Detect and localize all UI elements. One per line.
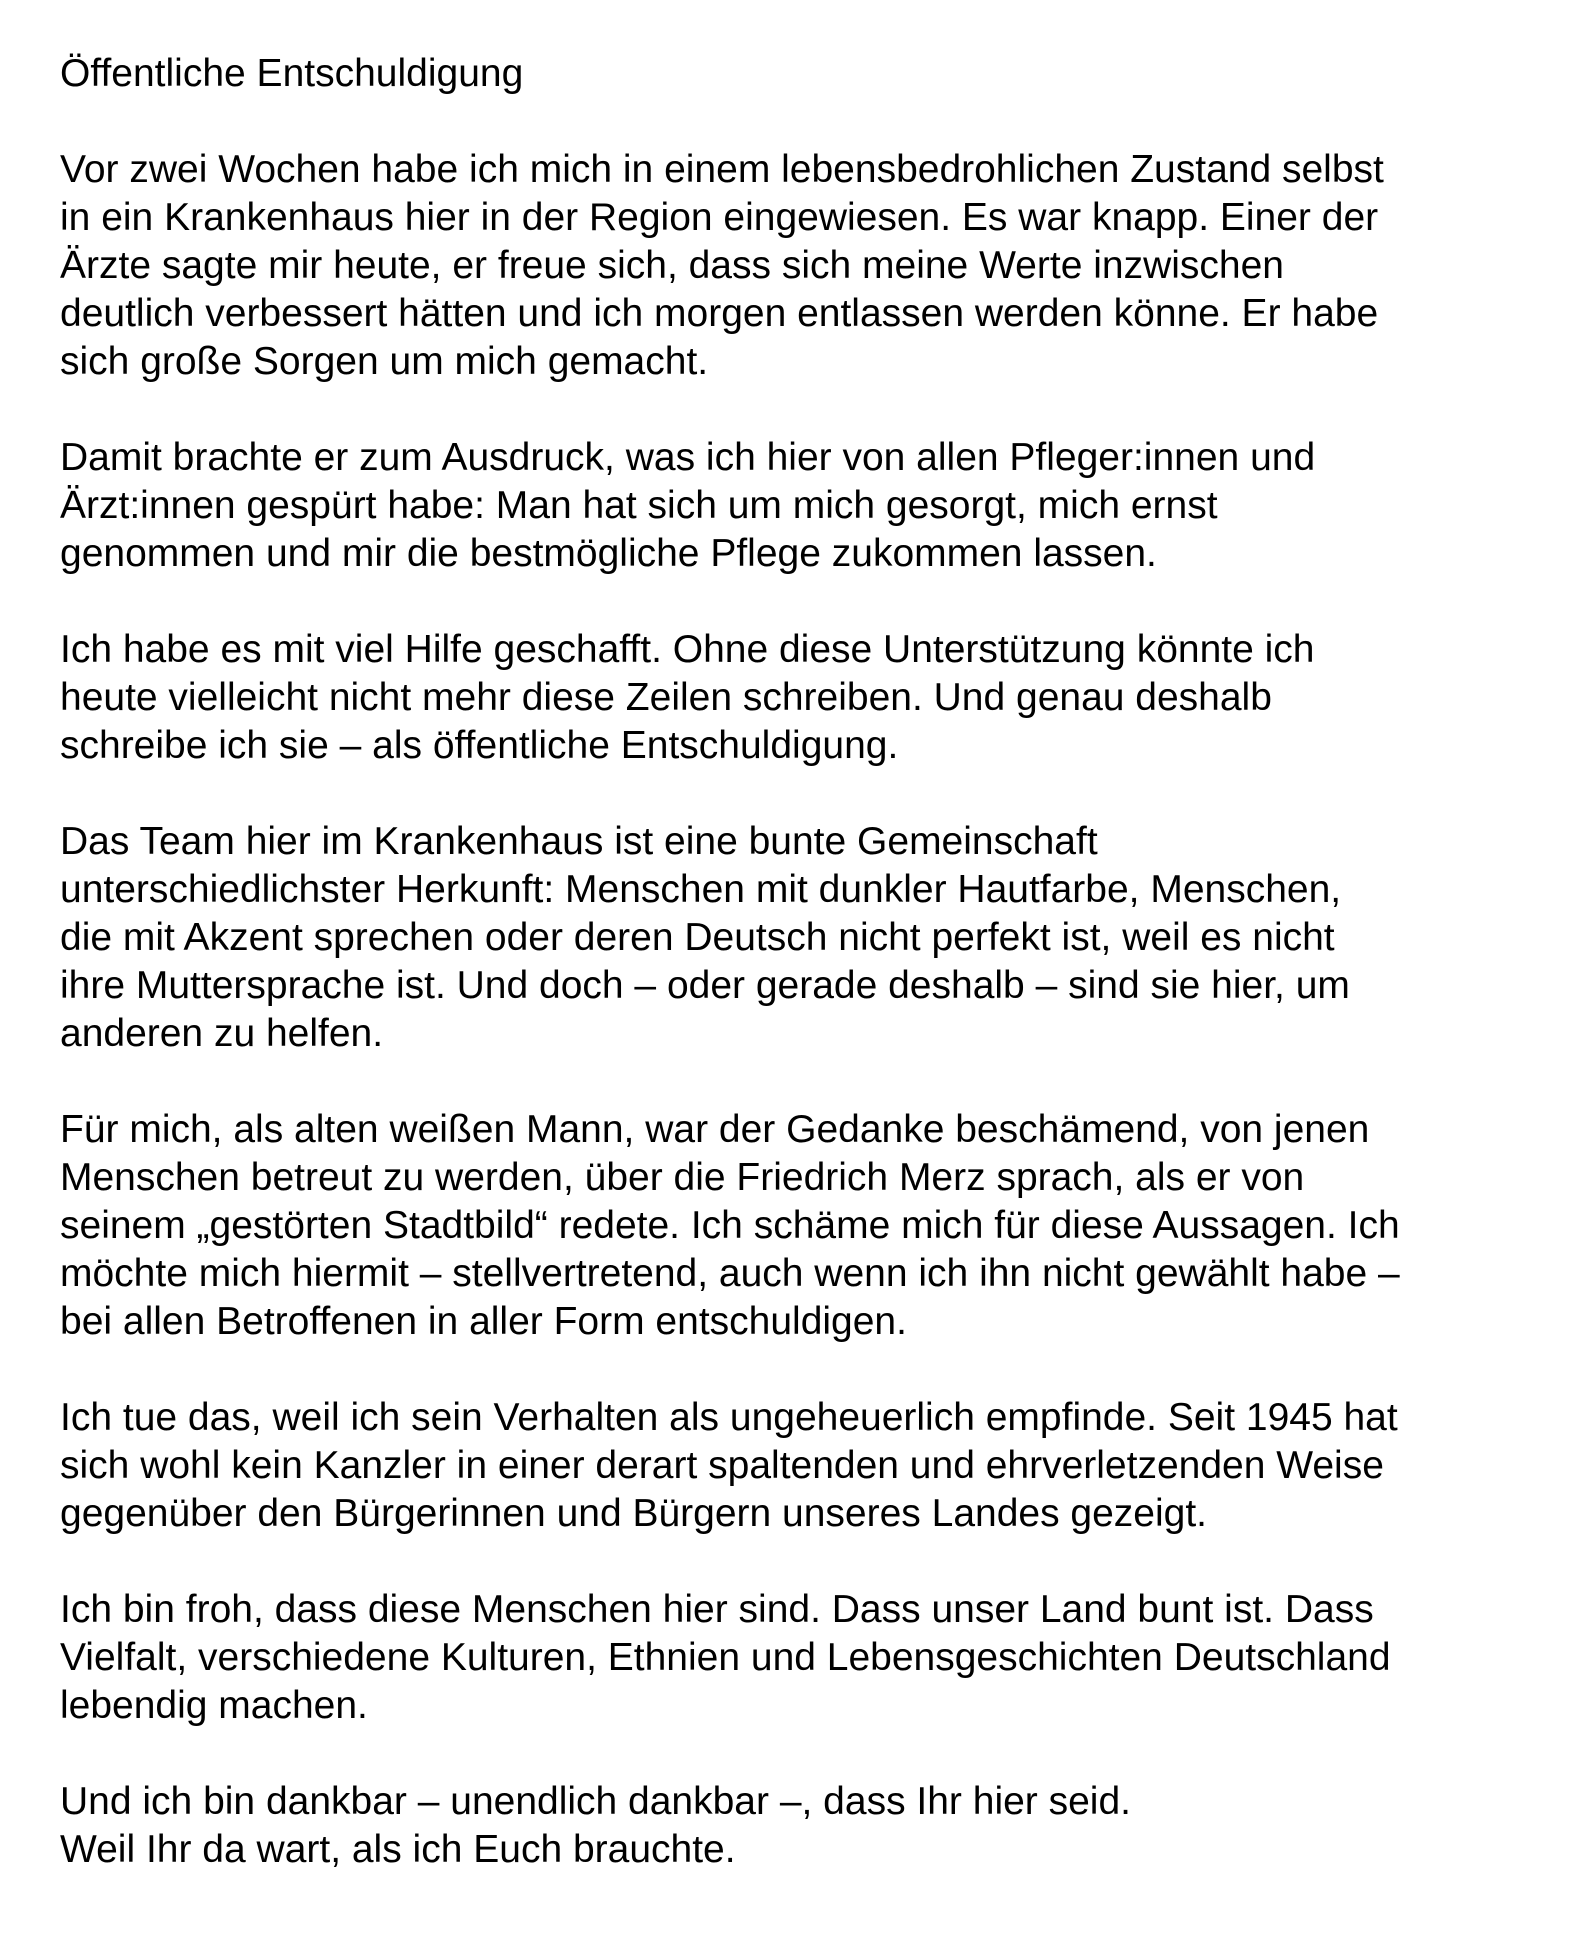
paragraph-7 [60,1586,1560,1730]
text-line: Das Team hier im Krankenhaus ist eine bunte Gemeinschaft [60,820,1098,863]
document-body [60,50,1560,1874]
text-line: Ärzte sagte mir heute, er freue sich, dass sich meine Werte inzwischen [60,244,1284,287]
text-line: möchte mich hiermit – stellvertretend, auch wenn ich ihn nicht gewählt habe – [60,1252,1400,1295]
paragraph-gap [60,1058,1560,1106]
text-line: ihre Muttersprache ist. Und doch – oder gerade deshalb – sind sie hier, um [60,964,1350,1007]
paragraph-gap [60,98,1560,146]
text-line: Und ich bin dankbar – unendlich dankbar –, dass Ihr hier seid. [60,1780,1131,1823]
text-line: lebendig machen. [60,1684,368,1727]
text-line: unterschiedlichster Herkunft: Menschen mit dunkler Hautfarbe, Menschen, [60,868,1342,911]
document-title: Öffentliche Entschuldigung [60,52,524,95]
text-line: Weil Ihr da wart, als ich Euch brauchte. [60,1828,736,1871]
paragraph-gap [60,1538,1560,1586]
text-line: Damit brachte er zum Ausdruck, was ich hier von allen Pfleger:innen und [60,436,1316,479]
paragraph-gap [60,578,1560,626]
text-line: Ich bin froh, dass diese Menschen hier sind. Dass unser Land bunt ist. Dass [60,1588,1374,1631]
text-line: heute vielleicht nicht mehr diese Zeilen schreiben. Und genau deshalb [60,676,1272,719]
paragraph-gap [60,770,1560,818]
text-line: Ich habe es mit viel Hilfe geschafft. Ohne diese Unterstützung könnte ich [60,628,1315,671]
text-line: Ärzt:innen gespürt habe: Man hat sich um mich gesorgt, mich ernst [60,484,1218,527]
text-line: Vor zwei Wochen habe ich mich in einem lebensbedrohlichen Zustand selbst [60,148,1384,191]
paragraph-2 [60,434,1560,578]
text-line: deutlich verbessert hätten und ich morgen entlassen werden könne. Er habe [60,292,1379,335]
paragraph-4 [60,818,1560,1058]
text-line: sich wohl kein Kanzler in einer derart spaltenden und ehrverletzenden Weise [60,1444,1384,1487]
text-line: anderen zu helfen. [60,1012,384,1055]
text-line: gegenüber den Bürgerinnen und Bürgern unseres Landes gezeigt. [60,1492,1208,1535]
text-line: seinem „gestörten Stadtbild“ redete. Ich schäme mich für diese Aussagen. Ich [60,1204,1400,1247]
paragraph-1 [60,146,1560,386]
text-line: die mit Akzent sprechen oder deren Deutsch nicht perfekt ist, weil es nicht [60,916,1335,959]
text-line: Vielfalt, verschiedene Kulturen, Ethnien und Lebensgeschichten Deutschland [60,1636,1391,1679]
text-line: Menschen betreut zu werden, über die Friedrich Merz sprach, als er von [60,1156,1305,1199]
text-line: genommen und mir die bestmögliche Pflege zukommen lassen. [60,532,1157,575]
text-line: sich große Sorgen um mich gemacht. [60,340,709,383]
paragraph-gap [60,386,1560,434]
paragraph-8 [60,1778,1560,1874]
text-line: Für mich, als alten weißen Mann, war der Gedanke beschämend, von jenen [60,1108,1370,1151]
text-line: in ein Krankenhaus hier in der Region eingewiesen. Es war knapp. Einer der [60,196,1379,239]
paragraph-gap [60,1346,1560,1394]
text-line: schreibe ich sie – als öffentliche Entschuldigung. [60,724,899,767]
paragraph-3 [60,626,1560,770]
text-line: Ich tue das, weil ich sein Verhalten als ungeheuerlich empfinde. Seit 1945 hat [60,1396,1398,1439]
text-line: bei allen Betroffenen in aller Form entschuldigen. [60,1300,907,1343]
paragraph-6 [60,1394,1560,1538]
paragraph-gap [60,1730,1560,1778]
paragraph-5 [60,1106,1560,1346]
